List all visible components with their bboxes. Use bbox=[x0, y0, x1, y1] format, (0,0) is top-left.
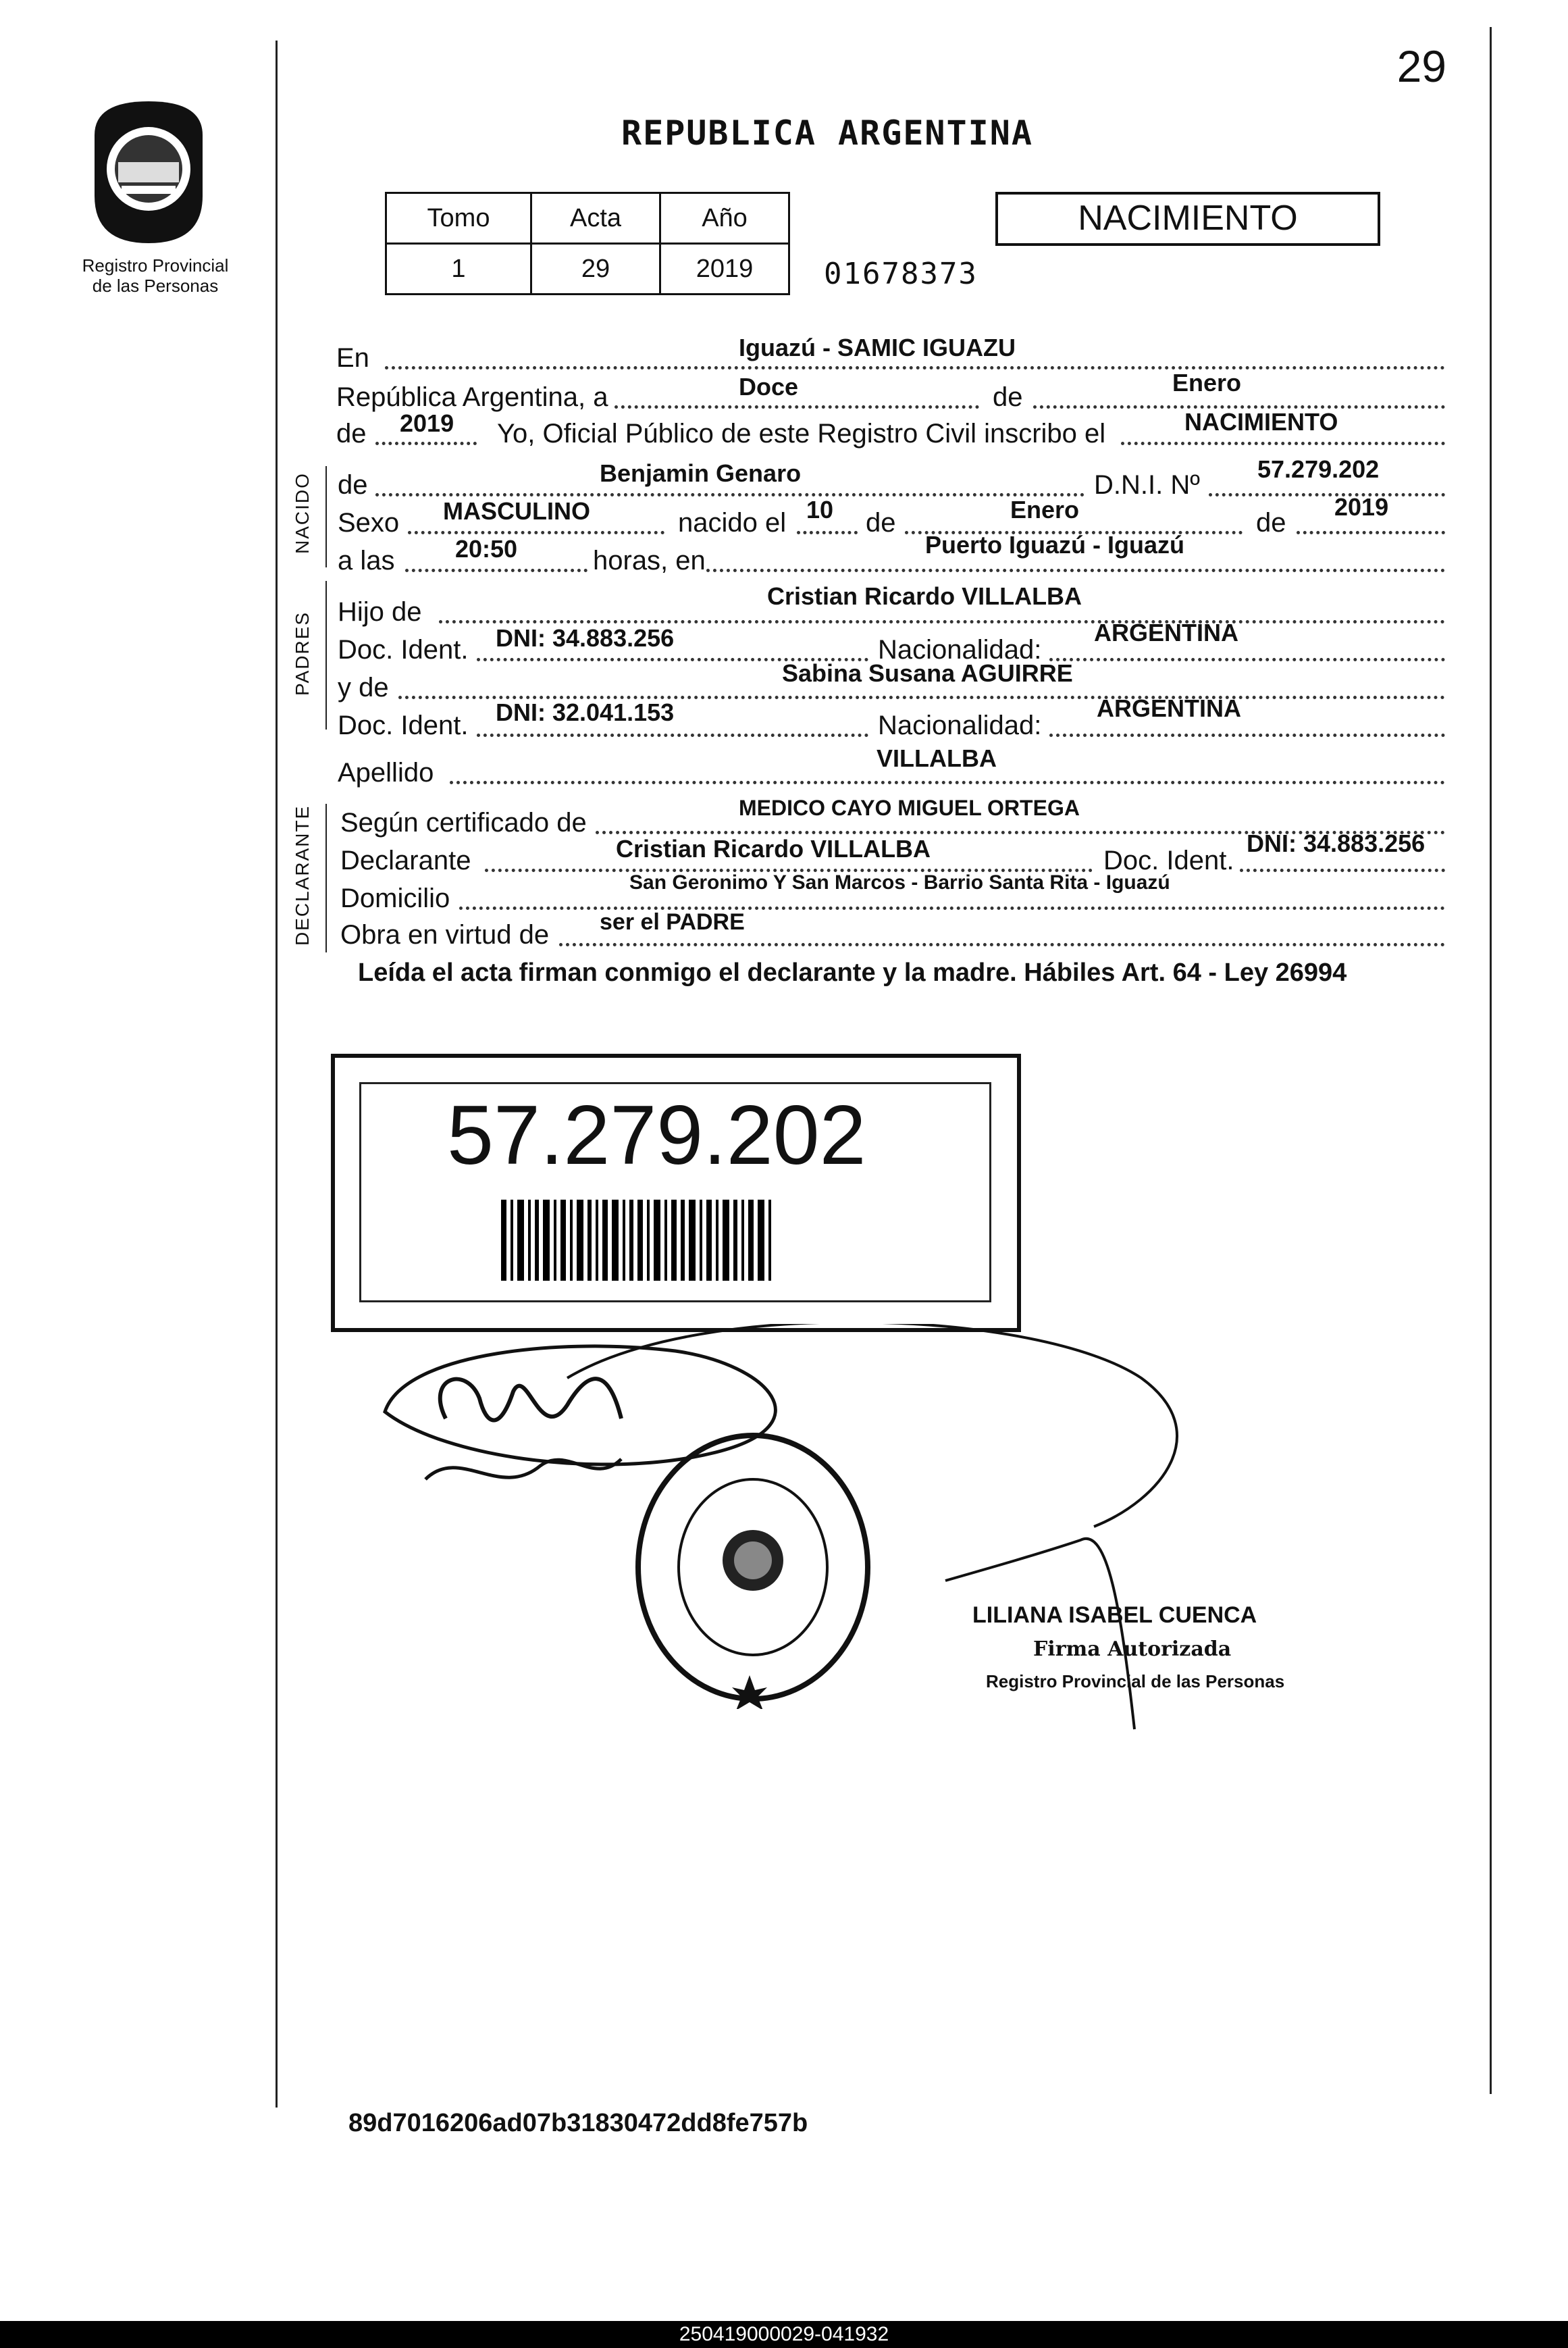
dots bbox=[559, 943, 1445, 946]
side-label-declarante: DECLARANTE bbox=[292, 805, 313, 946]
docident1-label: Doc. Ident. bbox=[338, 635, 469, 665]
dots bbox=[385, 366, 1445, 369]
logo-caption bbox=[54, 255, 257, 296]
value-acta: 29 bbox=[531, 244, 660, 295]
section-line-declarante bbox=[325, 804, 327, 952]
inscribo-value: NACIMIENTO bbox=[1184, 408, 1338, 436]
de5-label: de bbox=[1256, 508, 1286, 538]
year-value: 2019 bbox=[400, 409, 454, 437]
horas-label: horas, en bbox=[593, 546, 706, 576]
sexo-label: Sexo bbox=[338, 508, 400, 538]
header-tomo: Tomo bbox=[386, 193, 531, 244]
id-label bbox=[331, 1054, 1021, 1332]
de3-label: de bbox=[338, 470, 368, 500]
record-table bbox=[385, 192, 790, 295]
segun-value: MEDICO CAYO MIGUEL ORTEGA bbox=[739, 796, 1080, 820]
domicilio-label: Domicilio bbox=[340, 884, 450, 913]
section-line-nacido bbox=[325, 466, 327, 567]
dots bbox=[615, 405, 979, 409]
side-label-nacido: NACIDO bbox=[292, 472, 313, 554]
obra-value: ser el PADRE bbox=[600, 909, 745, 935]
page-number: 29 bbox=[1396, 41, 1446, 91]
dots bbox=[1240, 869, 1445, 872]
footer-code: 250419000029-041932 bbox=[679, 2323, 889, 2345]
hijo-label: Hijo de bbox=[338, 597, 422, 627]
dni-value: 57.279.202 bbox=[1257, 455, 1380, 483]
id-barcode bbox=[501, 1200, 906, 1281]
serial-number: 01678373 bbox=[824, 257, 978, 291]
docident2-label: Doc. Ident. bbox=[338, 711, 469, 740]
declarante-doc: DNI: 34.883.256 bbox=[1247, 830, 1426, 857]
registry-logo bbox=[81, 95, 216, 250]
birth-month: Enero bbox=[1010, 496, 1080, 524]
dni-label: D.N.I. Nº bbox=[1094, 470, 1200, 500]
sexo-value: MASCULINO bbox=[443, 497, 590, 525]
docident3-label: Doc. Ident. bbox=[1103, 846, 1234, 875]
dots bbox=[1209, 493, 1445, 496]
day-value: Doce bbox=[739, 373, 799, 401]
page-title: REPUBLICA ARGENTINA bbox=[621, 113, 1033, 153]
republica-label: República Argentina, a bbox=[336, 382, 608, 412]
de2-label: de bbox=[336, 419, 367, 449]
side-label-padres: PADRES bbox=[292, 611, 313, 696]
dots bbox=[706, 569, 1445, 572]
father-value: Cristian Ricardo VILLALBA bbox=[767, 582, 1082, 610]
nacido-label: nacido el bbox=[678, 508, 787, 538]
official-role: Firma Autorizada bbox=[1033, 1637, 1232, 1661]
dots bbox=[408, 531, 664, 534]
dots bbox=[797, 531, 858, 534]
dots bbox=[375, 493, 1084, 496]
dots bbox=[439, 620, 1445, 623]
official-office: Registro Provincial de las Personas bbox=[986, 1671, 1285, 1691]
mother-nat: ARGENTINA bbox=[1097, 694, 1241, 722]
declarante-label: Declarante bbox=[340, 846, 471, 875]
alas-label: a las bbox=[338, 546, 395, 576]
value-tomo: 1 bbox=[386, 244, 531, 295]
place-value: Puerto Iguazú - Iguazú bbox=[925, 531, 1184, 559]
closing-text: Leída el acta firman conmigo el declarante y la madre. Hábiles Art. 64 - Ley 26994 bbox=[358, 959, 1347, 987]
mother-doc: DNI: 32.041.153 bbox=[496, 698, 675, 726]
de4-label: de bbox=[866, 508, 896, 538]
nac2-label: Nacionalidad: bbox=[878, 711, 1042, 740]
mother-value: Sabina Susana AGUIRRE bbox=[782, 659, 1073, 687]
footer-bar bbox=[0, 2321, 1568, 2348]
declarante-value: Cristian Ricardo VILLALBA bbox=[616, 835, 931, 863]
en-label: En bbox=[336, 343, 369, 373]
document-hash: 89d7016206ad07b31830472dd8fe757b bbox=[348, 2109, 808, 2137]
apellido-value: VILLALBA bbox=[877, 744, 997, 772]
dots bbox=[1297, 531, 1445, 534]
apellido-label: Apellido bbox=[338, 758, 434, 788]
record-type-box: NACIMIENTO bbox=[995, 192, 1380, 246]
obra-label: Obra en virtud de bbox=[340, 920, 550, 950]
section-line-padres bbox=[325, 581, 327, 730]
header-anio: Año bbox=[660, 193, 789, 244]
yde-label: y de bbox=[338, 673, 389, 703]
official-name: LILIANA ISABEL CUENCA bbox=[972, 1602, 1257, 1628]
nac1-label: Nacionalidad: bbox=[878, 635, 1042, 665]
left-margin-line bbox=[276, 41, 278, 2108]
segun-label: Según certificado de bbox=[340, 808, 587, 838]
dots bbox=[375, 442, 477, 445]
value-anio: 2019 bbox=[660, 244, 789, 295]
father-doc: DNI: 34.883.256 bbox=[496, 624, 675, 652]
right-margin-line bbox=[1490, 27, 1492, 2094]
father-nat: ARGENTINA bbox=[1094, 619, 1238, 646]
time-value: 20:50 bbox=[455, 535, 518, 563]
birth-year: 2019 bbox=[1334, 493, 1389, 521]
month-value: Enero bbox=[1172, 369, 1242, 397]
logo-caption-line1: Registro Provincial bbox=[82, 255, 229, 276]
dots bbox=[1121, 442, 1445, 445]
name-value: Benjamin Genaro bbox=[600, 459, 802, 487]
de-label: de bbox=[993, 382, 1023, 412]
logo-caption-line2: de las Personas bbox=[92, 276, 219, 296]
official-seal bbox=[628, 1425, 878, 1709]
yo-text: Yo, Oficial Público de este Registro Civil inscribo el bbox=[497, 419, 1106, 449]
header-acta: Acta bbox=[531, 193, 660, 244]
dots bbox=[1049, 734, 1445, 737]
dots bbox=[405, 569, 587, 572]
domicilio-value: San Geronimo Y San Marcos - Barrio Santa Rita - Iguazú bbox=[629, 871, 1170, 894]
birth-day: 10 bbox=[806, 496, 834, 524]
dots bbox=[477, 734, 868, 737]
en-value: Iguazú - SAMIC IGUAZU bbox=[739, 334, 1016, 361]
dots bbox=[1049, 658, 1445, 661]
dots bbox=[450, 781, 1445, 784]
id-number: 57.279.202 bbox=[447, 1089, 866, 1182]
